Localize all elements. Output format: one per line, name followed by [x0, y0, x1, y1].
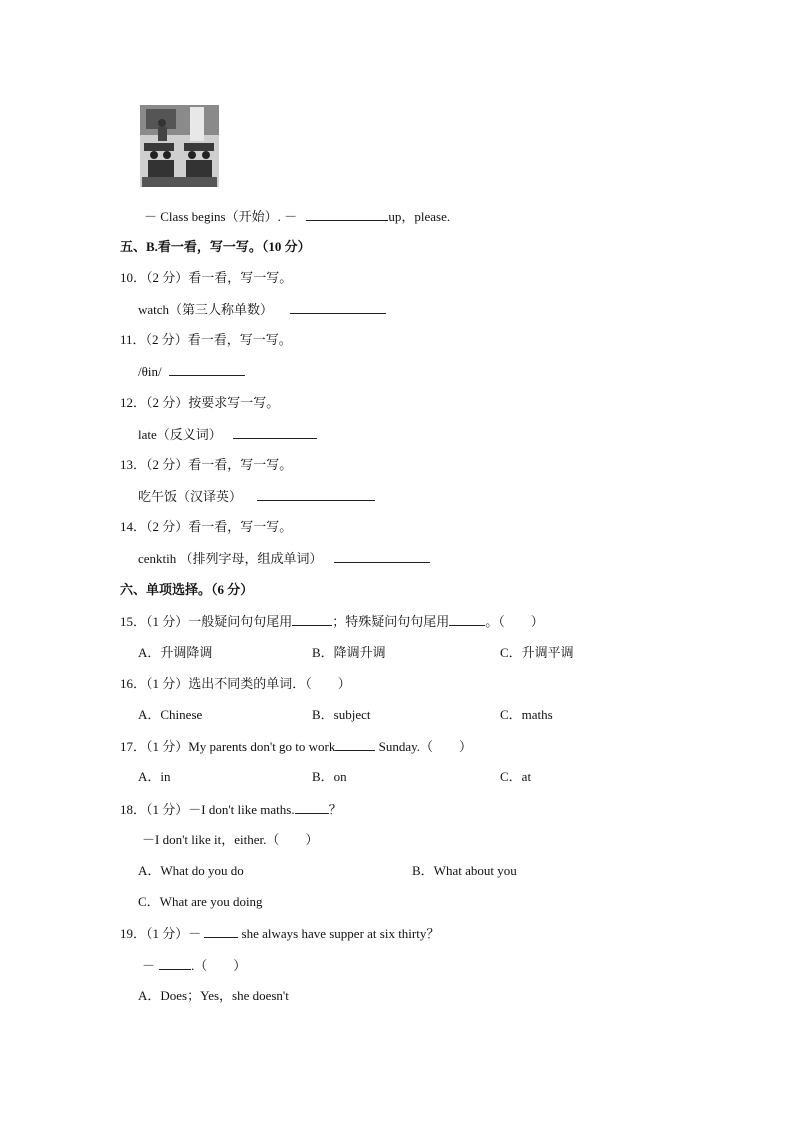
q15-option-c[interactable]: C．升调平调 — [500, 645, 574, 660]
q14-stem: 14．（2 分）看一看，写一写。 — [120, 519, 293, 534]
q14-prompt-line — [138, 550, 430, 567]
q18-option-c[interactable]: C．What are you doing — [138, 894, 263, 909]
q18-stem-tail: ？ — [328, 802, 342, 817]
q19-blank-2[interactable] — [159, 957, 191, 970]
q15-option-b[interactable]: B．降调升调 — [312, 645, 386, 660]
q12-answer-blank[interactable] — [233, 426, 317, 439]
q16-option-c[interactable]: C．maths — [500, 707, 553, 722]
q18-option-a[interactable]: A．What do you do — [138, 863, 244, 878]
q15-stem-text: 15．（1 分）一般疑问句句尾用 — [120, 614, 293, 629]
q18-option-b[interactable]: B．What about you — [412, 863, 517, 878]
q14-prompt: cenktih （排列字母，组成单词） — [138, 551, 323, 566]
q16-option-b[interactable]: B．subject — [312, 707, 371, 722]
q18-line2: －I don't like it，either.（ ） — [142, 832, 319, 847]
q14-answer-blank[interactable] — [334, 550, 430, 563]
q18-blank[interactable] — [295, 801, 329, 814]
q13-prompt: 吃午饭（汉译英） — [138, 489, 243, 504]
q13-answer-blank[interactable] — [257, 488, 375, 501]
q17-stem-tail: Sunday.（ ） — [375, 739, 473, 754]
q19-line2 — [142, 957, 246, 974]
q17-stem — [120, 738, 472, 755]
q10-prompt-line — [138, 301, 386, 318]
section5-title: 五、B.看一看，写一写。（10 分） — [120, 239, 311, 254]
q17-option-a[interactable]: A．in — [138, 769, 171, 784]
q11-prompt-line — [138, 363, 245, 380]
q15-stem-middle: ；特殊疑问句句尾用 — [332, 614, 450, 629]
q10-answer-blank[interactable] — [290, 301, 386, 314]
top-question-tail: up，please. — [388, 209, 451, 224]
q13-prompt-line — [138, 488, 375, 505]
q19-option-a[interactable]: A．Does；Yes，she doesn't — [138, 988, 289, 1003]
q19-line2-dash: － — [142, 958, 156, 973]
q12-prompt-line — [138, 426, 317, 443]
q17-stem-text: 17．（1 分）My parents don't go to work — [120, 739, 336, 754]
top-question-line — [144, 208, 450, 225]
q15-stem — [120, 613, 544, 630]
q12-stem: 12．（2 分）按要求写一写。 — [120, 395, 280, 410]
classroom-picture — [140, 105, 219, 187]
q11-answer-blank[interactable] — [169, 363, 245, 376]
q11-prompt: /θin/ — [138, 364, 162, 379]
q16-option-a[interactable]: A．Chinese — [138, 707, 203, 722]
q10-prompt: watch（第三人称单数） — [138, 302, 274, 317]
q10-stem: 10．（2 分）看一看，写一写。 — [120, 270, 293, 285]
q19-line2-tail: .（ ） — [191, 958, 247, 973]
q15-blank-2[interactable] — [449, 613, 485, 626]
q19-stem-text: 19．（1 分）－ — [120, 926, 202, 941]
section6-title: 六、单项选择。（6 分） — [120, 582, 254, 597]
q17-blank[interactable] — [335, 738, 375, 751]
q17-option-b[interactable]: B．on — [312, 769, 347, 784]
q16-stem: 16．（1 分）选出不同类的单词．（ ） — [120, 676, 351, 691]
q11-stem: 11．（2 分）看一看，写一写。 — [120, 332, 292, 347]
q17-option-c[interactable]: C．at — [500, 769, 532, 784]
top-question-text: － Class begins（开始）. － — [144, 209, 298, 224]
q18-stem-text: 18．（1 分）－I don't like maths. — [120, 802, 295, 817]
q19-stem — [120, 925, 439, 942]
answer-blank[interactable] — [306, 208, 388, 221]
q13-stem: 13．（2 分）看一看，写一写。 — [120, 457, 293, 472]
q12-prompt: late（反义词） — [138, 427, 222, 442]
q19-stem-tail: she always have supper at six thirty？ — [238, 926, 440, 941]
q15-option-a[interactable]: A．升调降调 — [138, 645, 213, 660]
q15-blank-1[interactable] — [292, 613, 332, 626]
q15-stem-tail: 。（ ） — [485, 614, 544, 629]
q18-stem — [120, 801, 342, 818]
q19-blank-1[interactable] — [204, 925, 238, 938]
